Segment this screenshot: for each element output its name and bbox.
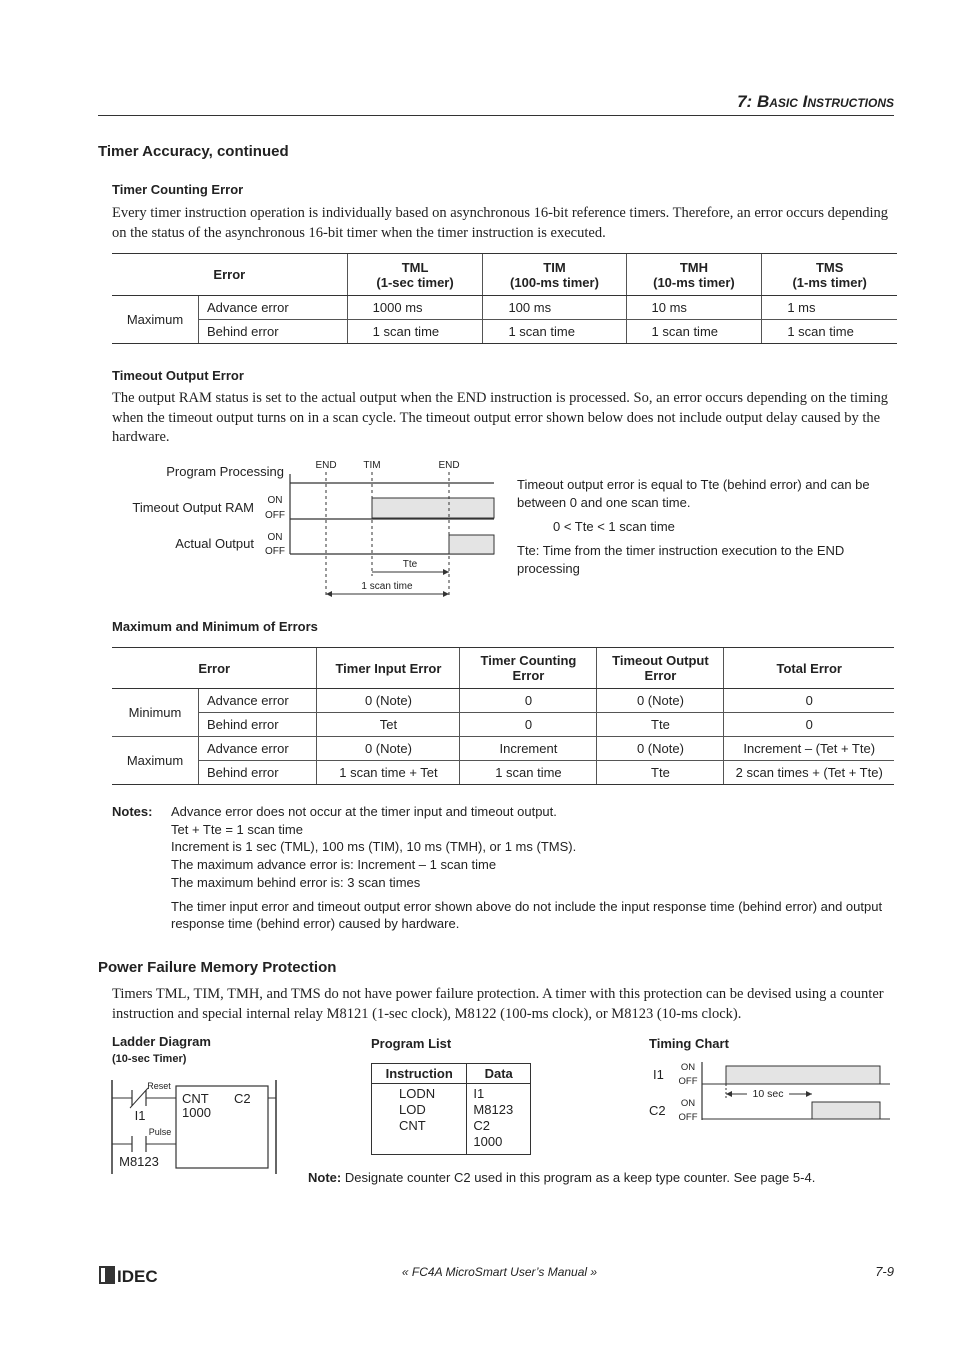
table-header-input: Timer Input Error xyxy=(317,648,460,689)
timeout-desc-1: Timeout output error is equal to Tte (behind error) and can be between 0 and one scan time. xyxy=(517,477,870,510)
row-group-maximum: Maximum xyxy=(112,737,199,785)
i1-pulse xyxy=(726,1066,880,1084)
program-header-data: Data xyxy=(467,1064,531,1084)
timing-chart xyxy=(645,1058,895,1126)
actual-on-pulse xyxy=(449,535,494,554)
table-cell: 1 scan time xyxy=(460,761,597,785)
nc-slash xyxy=(130,1088,148,1108)
label-program-processing: Program Processing xyxy=(166,464,284,479)
timeout-formula: 0 < Tte < 1 scan time xyxy=(553,519,675,534)
program-data-item: C2 xyxy=(473,1118,491,1133)
label-tte: Tte xyxy=(402,559,418,570)
label-i1: I1 xyxy=(653,1067,664,1082)
program-header-instruction: Instruction xyxy=(372,1064,467,1084)
table-cell: 0 xyxy=(460,689,597,713)
max-min-errors-table xyxy=(112,647,894,785)
program-instruction: LODN xyxy=(399,1086,436,1101)
table-cell: 0 (Note) xyxy=(597,689,724,713)
table-cell: 0 xyxy=(460,713,597,737)
arrow-head xyxy=(326,591,332,597)
timer-counting-error-table xyxy=(112,253,897,344)
note-paragraph: The timer input error and timeout output error shown above do not include the input response time (behind error) and output response time (behind error) caused by hardware. xyxy=(171,898,883,932)
notes-label: Notes: xyxy=(112,804,153,819)
row-label: Advance error xyxy=(199,296,348,320)
label-tim: TIM xyxy=(363,460,381,471)
table-cell: 10 ms xyxy=(626,296,762,320)
table-row xyxy=(112,737,894,761)
table-header-counting: Timer Counting Error xyxy=(460,648,597,689)
arrow-head xyxy=(443,591,449,597)
table-row xyxy=(112,296,897,320)
label-timeout-output-ram: Timeout Output RAM xyxy=(132,500,254,515)
ram-on-pulse xyxy=(372,498,494,518)
table-cell: Tte xyxy=(597,761,724,785)
label-c2: C2 xyxy=(234,1091,251,1106)
label-end: END xyxy=(315,460,337,471)
row-label: Behind error xyxy=(199,713,317,737)
section-title-power-failure: Power Failure Memory Protection xyxy=(98,959,337,976)
timeout-desc-2: Tte: Time from the timer instruction execution to the END processing xyxy=(517,543,845,576)
label-preset: 1000 xyxy=(182,1105,211,1120)
row-label: Behind error xyxy=(199,320,348,344)
program-instructions xyxy=(372,1084,467,1155)
table-cell: 100 ms xyxy=(483,296,626,320)
table-cell: 0 (Note) xyxy=(317,689,460,713)
subsection-title-timeout-error: Timeout Output Error xyxy=(112,368,244,383)
row-group-minimum: Minimum xyxy=(112,689,199,737)
logo-text: IDEC xyxy=(117,1267,158,1286)
note-line: Increment is 1 sec (TML), 100 ms (TIM), 10 ms (TMH), or 1 ms (TMS). xyxy=(171,839,577,855)
label-10-sec: 10 sec xyxy=(752,1088,784,1100)
label-off: OFF xyxy=(265,510,285,521)
label-off: OFF xyxy=(678,1112,698,1123)
note-text: Designate counter C2 used in this program as a keep type counter. See page 5-4. xyxy=(344,1170,816,1185)
idec-logo xyxy=(99,1264,169,1286)
program-list-table xyxy=(371,1063,531,1155)
footer-page-number: 7-9 xyxy=(875,1264,894,1279)
program-data xyxy=(467,1084,531,1155)
label-c2: C2 xyxy=(649,1103,666,1118)
label-end: END xyxy=(438,460,460,471)
table-header-tmh: TMH (10-ms timer) xyxy=(626,254,762,296)
footer-manual-title: « FC4A MicroSmart User’s Manual » xyxy=(401,1265,598,1279)
table-cell: 1 scan time xyxy=(347,320,483,344)
table-cell: 2 scan times + (Tet + Tte) xyxy=(724,761,894,785)
row-label: Advance error xyxy=(199,737,317,761)
program-data-item: I1 xyxy=(473,1086,485,1101)
table-cell: 1 scan time xyxy=(483,320,626,344)
label-on: ON xyxy=(680,1098,696,1109)
label-reset: Reset xyxy=(147,1081,171,1091)
timeout-error-text: The output RAM status is set to the actual output when the END instruction is processed. So, an error occurs depending on the timing when the timeout output turns on in a scan cycle. The timeout output error shown below does not include output delay caused by the hardware. xyxy=(112,390,889,445)
table-row xyxy=(112,320,897,344)
arrow-head xyxy=(443,569,449,575)
label-off: OFF xyxy=(678,1076,698,1087)
note-line: The maximum advance error is: Increment – 1 scan time xyxy=(171,857,497,873)
timeout-description xyxy=(517,476,895,578)
table-cell: Increment xyxy=(460,737,597,761)
label-on: ON xyxy=(680,1062,696,1073)
subsection-title-counting-error: Timer Counting Error xyxy=(112,182,244,197)
table-row xyxy=(112,713,894,737)
table-header-total: Total Error xyxy=(724,648,894,689)
section-title-timer-accuracy: Timer Accuracy, continued xyxy=(98,143,289,160)
table-cell: Tet xyxy=(317,713,460,737)
table-header-timeout: Timeout Output Error xyxy=(597,648,724,689)
notes-body xyxy=(171,803,895,933)
ladder-diagram xyxy=(110,1076,282,1178)
table-cell: 1000 ms xyxy=(347,296,483,320)
program-data-item: M8123 xyxy=(473,1102,514,1117)
label-on: ON xyxy=(267,532,283,543)
program-instruction: CNT xyxy=(399,1118,426,1133)
row-group-maximum: Maximum xyxy=(112,296,199,344)
table-header-error: Error xyxy=(112,254,347,296)
arrow-head xyxy=(806,1091,812,1097)
ladder-title: Ladder Diagram xyxy=(112,1034,211,1049)
ladder-subtitle: (10-sec Timer) xyxy=(112,1053,187,1065)
label-scan-time: 1 scan time xyxy=(361,581,413,592)
label-on: ON xyxy=(267,495,283,506)
table-cell: 1 scan time xyxy=(762,320,897,344)
arrow-head xyxy=(726,1091,732,1097)
counting-error-text: Every timer instruction operation is individually based on asynchronous 16-bit reference timers. Therefore, an error occurs depending on the status of the asynchronous 16-bit timer when the timer instruction is executed. xyxy=(112,205,889,241)
table-header-tms: TMS (1-ms timer) xyxy=(762,254,897,296)
table-cell: Tte xyxy=(597,713,724,737)
note-line: The maximum behind error is: 3 scan times xyxy=(171,874,421,890)
row-label: Advance error xyxy=(199,689,317,713)
table-cell: 1 scan time + Tet xyxy=(317,761,460,785)
counter-note xyxy=(308,1170,815,1185)
row-label: Behind error xyxy=(199,761,317,785)
table-cell: 0 xyxy=(724,689,894,713)
table-cell: 0 xyxy=(724,713,894,737)
table-row xyxy=(112,689,894,713)
label-off: OFF xyxy=(265,546,285,557)
label-i1: I1 xyxy=(134,1108,146,1123)
label-m8123: M8123 xyxy=(119,1154,159,1169)
timeout-timing-diagram xyxy=(112,454,502,604)
c2-pulse xyxy=(812,1102,880,1119)
label-cnt: CNT xyxy=(182,1091,209,1106)
chapter-number: 7: xyxy=(737,92,753,111)
program-data-item: 1000 xyxy=(473,1134,503,1149)
chapter-header xyxy=(600,92,894,112)
table-cell: 0 (Note) xyxy=(597,737,724,761)
table-cell: 1 ms xyxy=(762,296,897,320)
program-instruction: LOD xyxy=(399,1102,426,1117)
note-label: Note: xyxy=(308,1170,342,1185)
table-row xyxy=(112,761,894,785)
note-line: Tet + Tte = 1 scan time xyxy=(171,821,303,837)
table-header-error: Error xyxy=(112,648,317,689)
idec-logo-mark xyxy=(99,1264,169,1286)
program-list-title: Program List xyxy=(371,1036,452,1051)
table-header-tml: TML (1-sec timer) xyxy=(347,254,483,296)
note-line: Advance error does not occur at the timer input and timeout output. xyxy=(171,804,557,819)
header-rule xyxy=(98,115,894,116)
table-cell: Increment – (Tet + Tte) xyxy=(724,737,894,761)
power-failure-text: Timers TML, TIM, TMH, and TMS do not have power failure protection. A timer with this protection can be devised using a counter instruction and special internal relay M8121 (1-sec clock), M8122 (100-ms clock), or M8123 (10-ms clock). xyxy=(112,986,884,1022)
table-cell: 1 scan time xyxy=(626,320,762,344)
label-pulse: Pulse xyxy=(148,1127,172,1137)
chapter-title: Basic Instructions xyxy=(756,92,894,111)
subsection-title-maxmin: Maximum and Minimum of Errors xyxy=(112,619,318,634)
label-actual-output: Actual Output xyxy=(175,536,254,551)
table-cell: 0 (Note) xyxy=(317,737,460,761)
table-header-tim: TIM (100-ms timer) xyxy=(483,254,626,296)
timing-chart-title: Timing Chart xyxy=(649,1036,729,1051)
